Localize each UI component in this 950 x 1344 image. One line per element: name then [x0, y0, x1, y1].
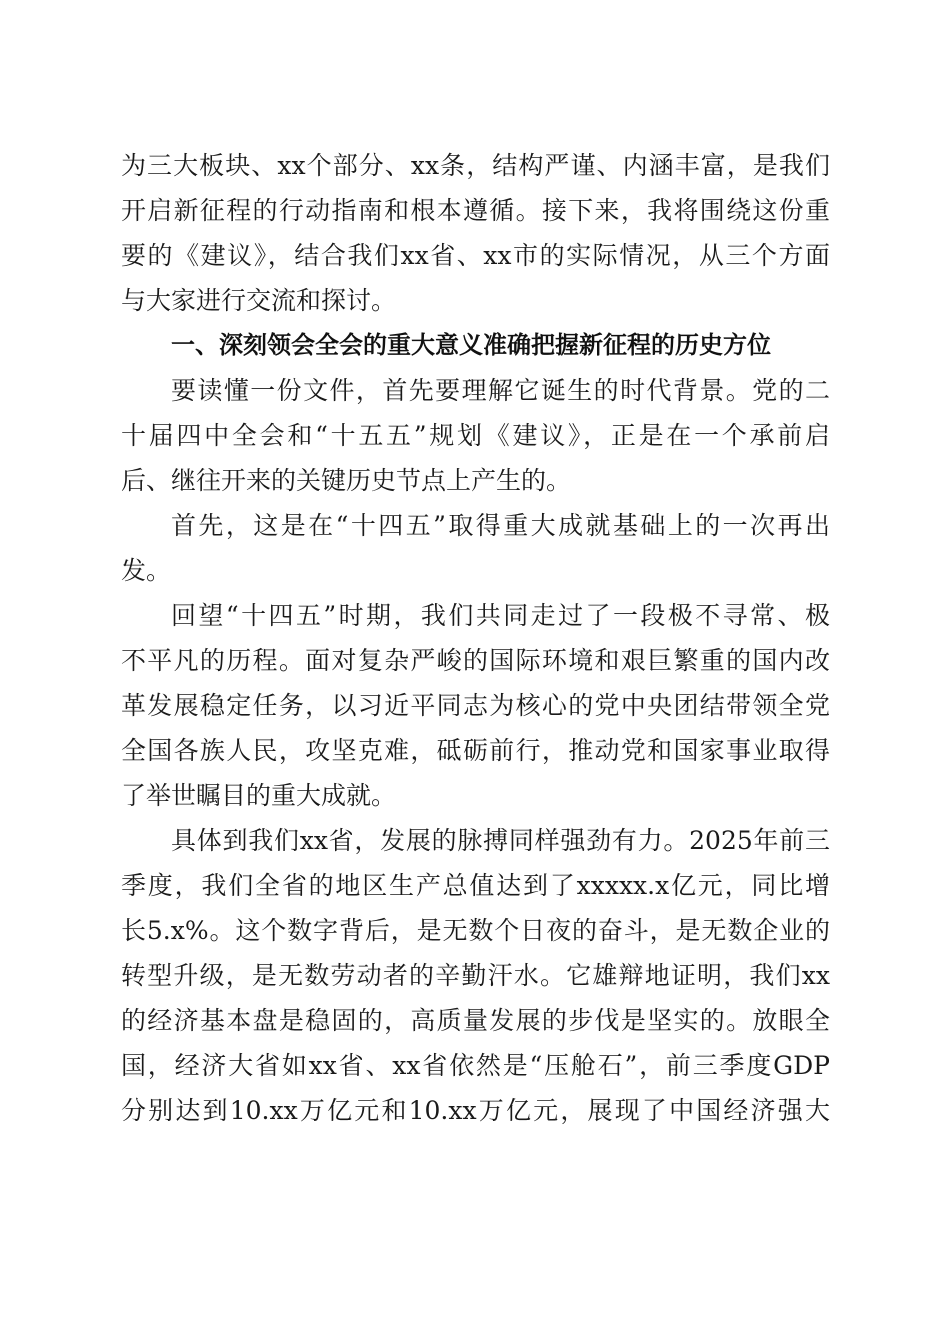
paragraph-line: 分别达到10.xx万亿元和10.xx万亿元，展现了中国经济强大	[121, 1096, 830, 1125]
paragraph-line: 首先，这是在“十四五”取得重大成就基础上的一次再出	[171, 511, 830, 540]
paragraph-line: 全国各族人民，攻坚克难，砥砺前行，推动党和国家事业取得	[121, 736, 830, 765]
paragraph-line: 了举世瞩目的重大成就。	[121, 781, 397, 810]
document-body	[121, 143, 830, 1133]
paragraph-line: 开启新征程的行动指南和根本遵循。接下来，我将围绕这份重	[121, 196, 830, 225]
paragraph-4	[121, 818, 830, 1133]
paragraph-line: 的经济基本盘是稳固的，高质量发展的步伐是坚实的。放眼全	[121, 1006, 830, 1035]
paragraph-line: 为三大板块、xx个部分、xx条，结构严谨、内涵丰富，是我们	[121, 151, 830, 180]
paragraph-line: 转型升级，是无数劳动者的辛勤汗水。它雄辩地证明，我们xx	[121, 961, 830, 990]
paragraph-line: 季度，我们全省的地区生产总值达到了xxxxx.x亿元，同比增	[121, 871, 830, 900]
paragraph-line: 回望“十四五”时期，我们共同走过了一段极不寻常、极	[171, 601, 830, 630]
paragraph-2	[121, 503, 830, 593]
paragraph-line: 国，经济大省如xx省、xx省依然是“压舱石”，前三季度GDP	[121, 1051, 830, 1080]
paragraph-3	[121, 593, 830, 818]
paragraph-line: 要的《建议》，结合我们xx省、xx市的实际情况，从三个方面	[121, 241, 830, 270]
paragraph-line: 不平凡的历程。面对复杂严峻的国际环境和艰巨繁重的国内改	[121, 646, 830, 675]
paragraph-1	[121, 368, 830, 503]
paragraph-line: 长5.x%。这个数字背后，是无数个日夜的奋斗，是无数企业的	[121, 916, 830, 945]
paragraph-line: 与大家进行交流和探讨。	[121, 286, 397, 315]
intro-paragraph	[121, 143, 830, 323]
paragraph-line: 后、继往开来的关键历史节点上产生的。	[121, 466, 572, 495]
paragraph-line: 具体到我们xx省，发展的脉搏同样强劲有力。2025年前三	[171, 826, 830, 855]
paragraph-line: 要读懂一份文件，首先要理解它诞生的时代背景。党的二	[171, 376, 830, 405]
paragraph-line: 十届四中全会和“十五五”规划《建议》，正是在一个承前启	[121, 421, 830, 450]
section-heading: 一、深刻领会全会的重大意义准确把握新征程的历史方位	[171, 331, 771, 359]
paragraph-line: 发。	[121, 556, 172, 585]
paragraph-line: 革发展稳定任务，以习近平同志为核心的党中央团结带领全党	[121, 691, 830, 720]
